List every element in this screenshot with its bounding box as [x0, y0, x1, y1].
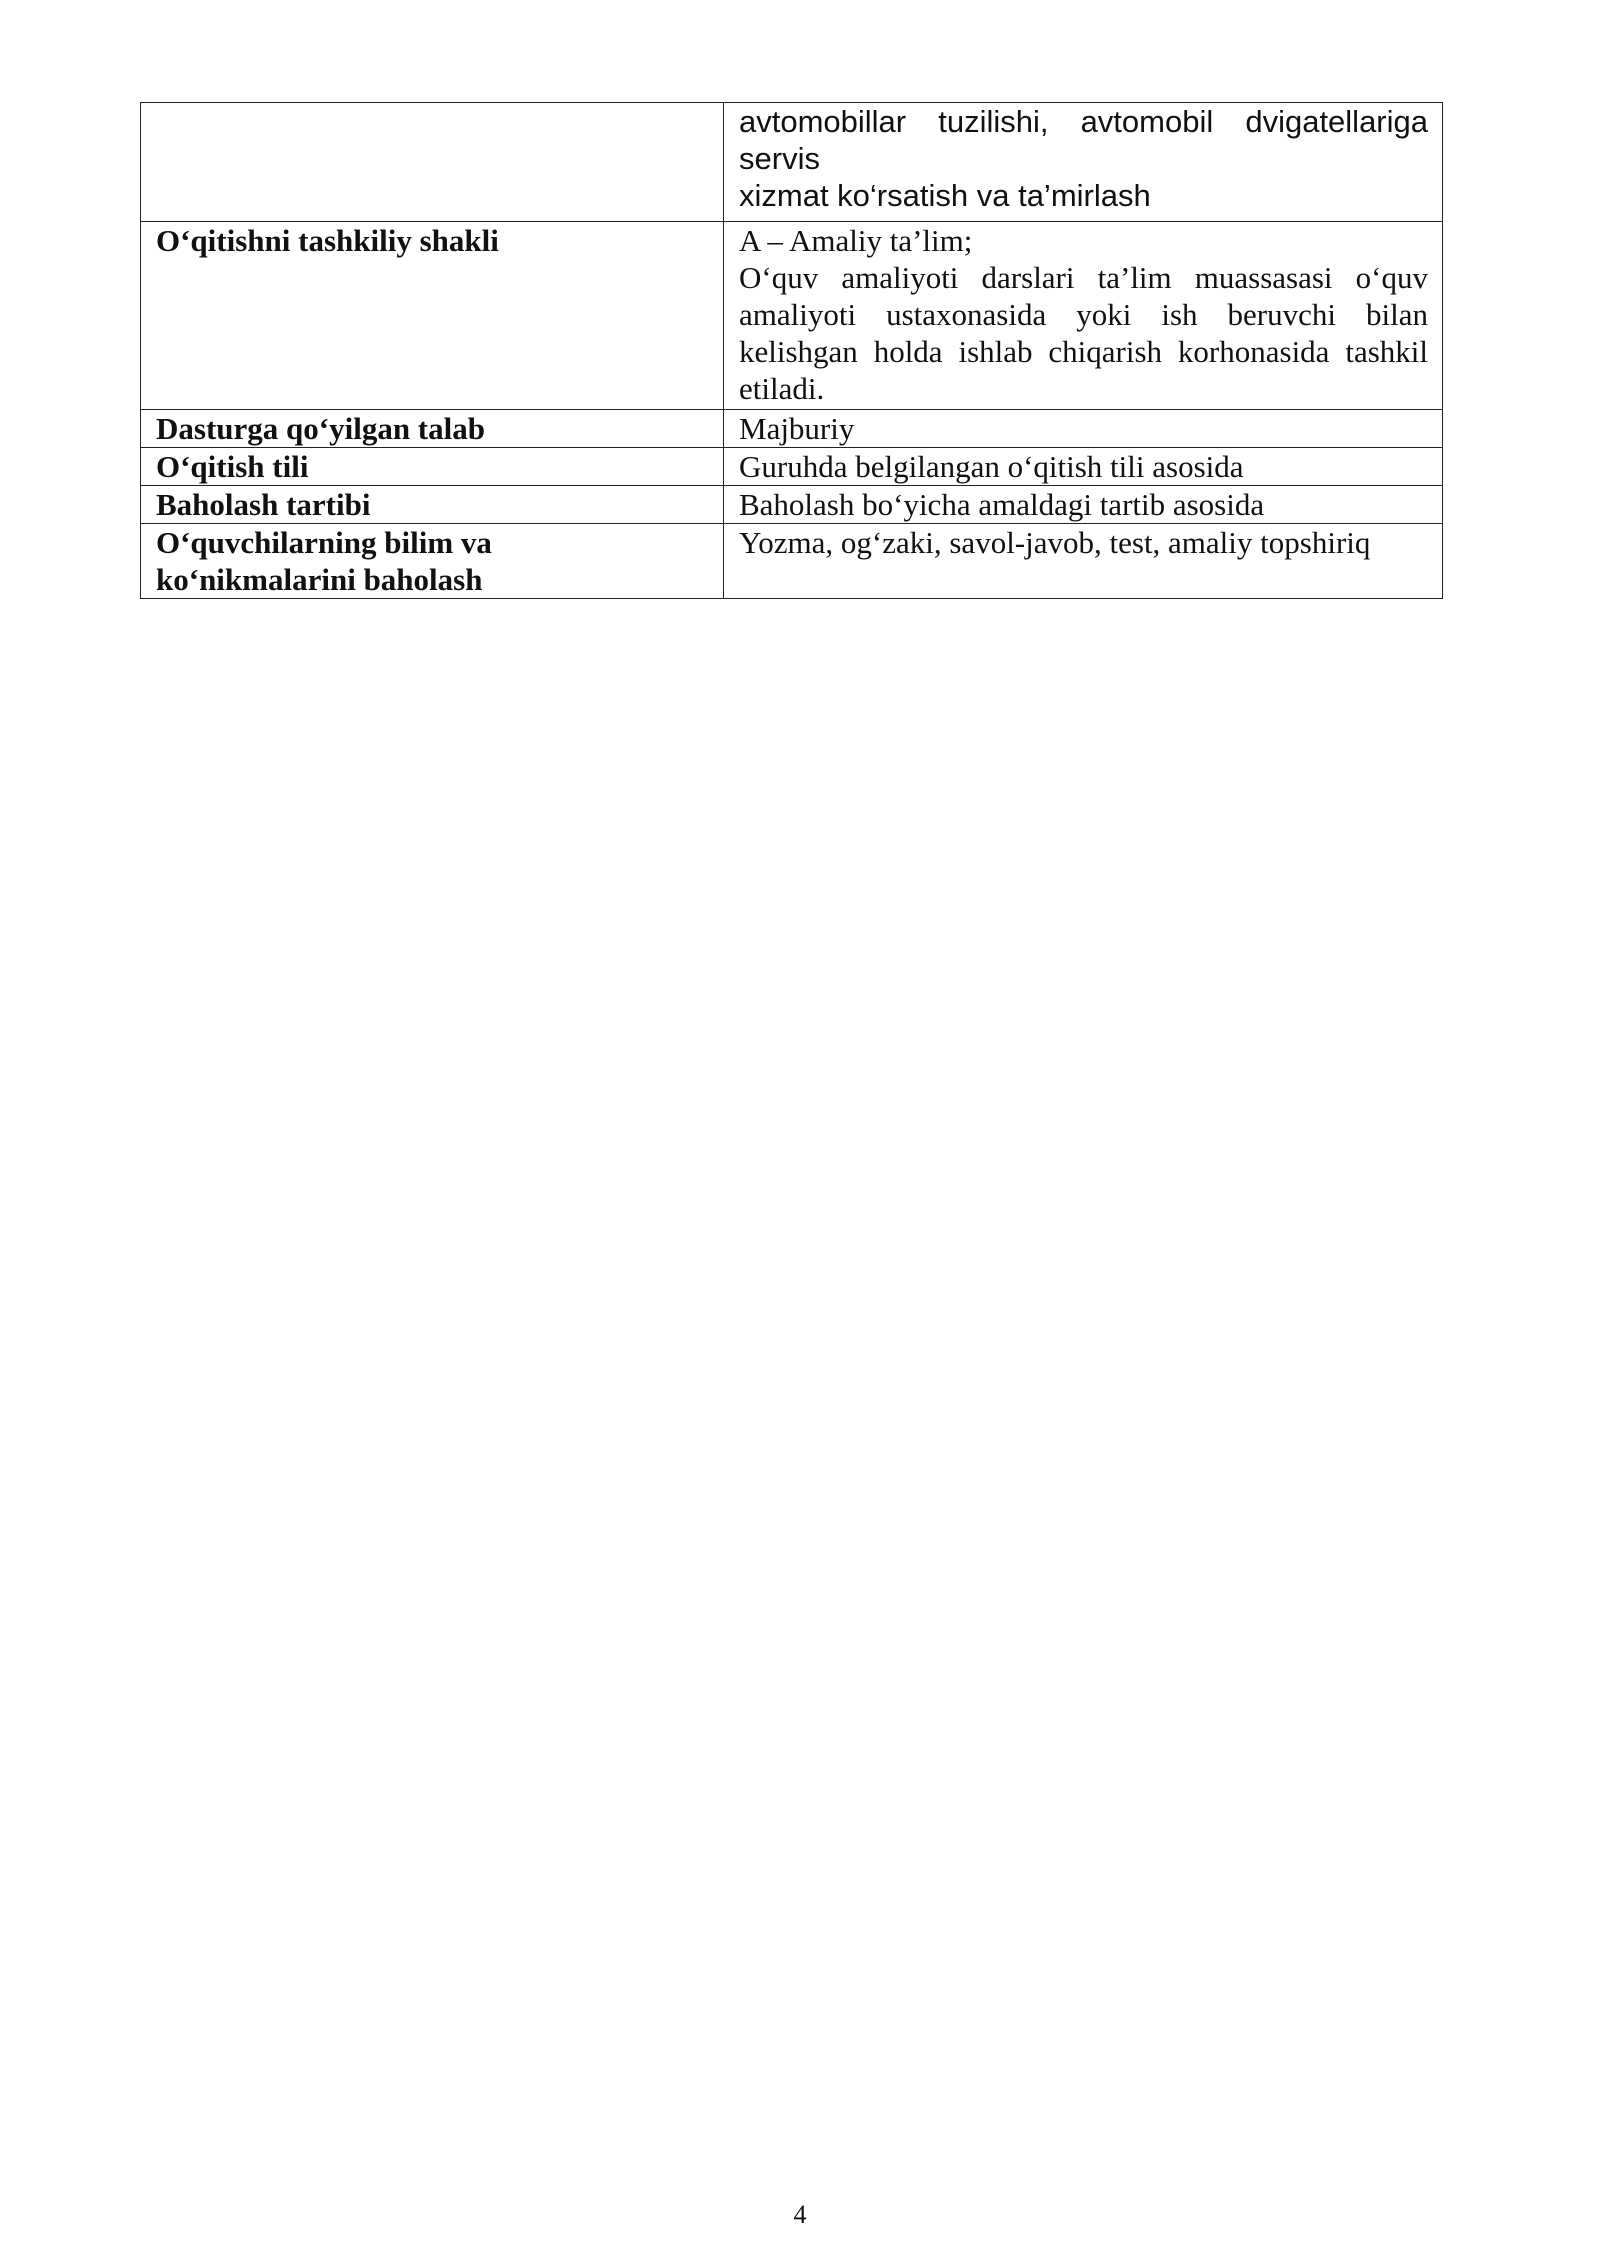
- value-line: avtomobillar tuzilishi, avtomobil dvigatellariga servis: [739, 104, 1428, 176]
- row-value: Majburiy: [724, 410, 1443, 448]
- value-line: xizmat ko‘rsatish va ta’mirlash: [739, 178, 1151, 213]
- row-label: Dasturga qo‘yilgan talab: [141, 410, 724, 448]
- row-value: Baholash bo‘yicha amaldagi tartib asosida: [724, 486, 1443, 524]
- page-number: 4: [793, 2200, 807, 2229]
- row-label: Baholash tartibi: [141, 486, 724, 524]
- row-value: Yozma, og‘zaki, savol-javob, test, amaliy topshiriq: [724, 524, 1443, 599]
- row-label-empty: [141, 103, 724, 222]
- value-paragraph: O‘quv amaliyoti darslari ta’lim muassasasi o‘quv amaliyoti ustaxonasida yoki ish beruvchi bilan kelishgan holda ishlab chiqarish korhonasida tashkil etiladi.: [739, 260, 1428, 406]
- row-value: Guruhda belgilangan o‘qitish tili asosida: [724, 448, 1443, 486]
- table-row: [141, 448, 1443, 486]
- table-row: [141, 103, 1443, 222]
- row-value-training-form: [724, 222, 1443, 410]
- row-label: O‘qitish tili: [141, 448, 724, 486]
- table-row: [141, 524, 1443, 599]
- row-label: O‘qitishni tashkiliy shakli: [141, 222, 724, 410]
- table-row: [141, 486, 1443, 524]
- value-line: A – Amaliy ta’lim;: [739, 223, 973, 258]
- program-info-table: [140, 102, 1443, 599]
- table-row: [141, 410, 1443, 448]
- table-row: [141, 222, 1443, 410]
- row-value-course-description: [724, 103, 1443, 222]
- row-label: [141, 524, 724, 599]
- label-line: O‘quvchilarning bilim va: [156, 525, 492, 560]
- label-line: ko‘nikmalarini baholash: [156, 562, 483, 597]
